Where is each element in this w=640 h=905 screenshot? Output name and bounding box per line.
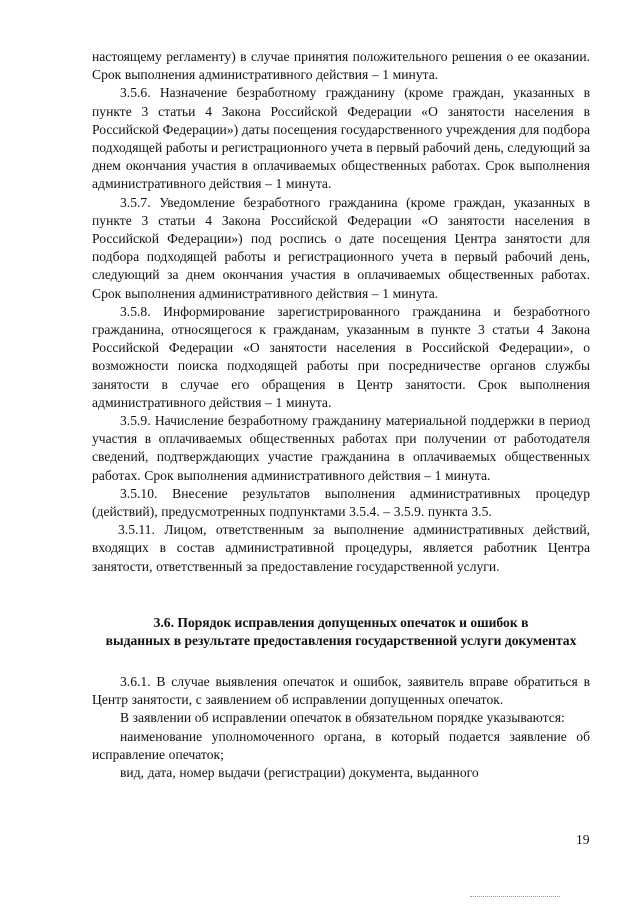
scan-artifact (470, 896, 560, 899)
paragraph-authority-name: наименование уполномоченного органа, в который подается заявление об исправление опечаток; (92, 728, 590, 762)
paragraph-continuation: настоящему регламенту) в случае принятия положительного решения о ее оказании. Срок выполнения административного действия – 1 минута. (92, 49, 590, 83)
paragraph-3-5-11: 3.5.11. Лицом, ответственным за выполнение административных действий, входящих в состав административной процедуры, является работник Центра занятости, ответственный за предоставление государственной услуги. (92, 522, 590, 574)
paragraph-3-5-8: 3.5.8. Информирование зарегистрированного гражданина и безработного гражданина, относящегося к гражданам, указанным в пункте 3 статьи 4 Закона Российской Федерации «О занятости населения в Российской Федерации», о возможности поиска подходящей работы при посредничестве органов службы занятости в случае его обращения в Центр занятости. Срок выполнения административного действия – 1 минута. (92, 303, 590, 410)
section-heading-3-6 (92, 614, 590, 651)
section-spacer (92, 576, 590, 614)
paragraph-3-5-6: 3.5.6. Назначение безработному гражданину (кроме граждан, указанных в пункте 3 статьи 4 Закона Российской Федерации «О занятости населения в Российской Федерации») даты посещения государственного учреждения для подбора подходящей работы и регистрационного учета в первый рабочий день, следующий за днем окончания участия в оплачиваемых общественных работах. Срок выполнения административного действия – 1 минута. (92, 85, 590, 192)
document-page (92, 48, 590, 782)
paragraph-3-5-7: 3.5.7. Уведомление безработного гражданина (кроме граждан, указанных в пункте 3 статьи 4 Закона Российской Федерации «О занятости населения в Российской Федерации») под роспись о дате посещения Центра занятости для подбора подходящей работы и регистрационного учета в первый рабочий день, следующий за днем окончания участия в оплачиваемых общественных работах. Срок выполнения административного действия – 1 минута. (92, 194, 590, 301)
paragraph-statement-contents: В заявлении об исправлении опечаток в обязательном порядке указываются: (120, 710, 565, 726)
section-spacer (92, 651, 590, 673)
paragraph-3-5-9: 3.5.9. Начисление безработному гражданину материальной поддержки в период участия в оплачиваемых общественных работах при получении от работодателя сведений, подтверждающих участие гражданина в оплачиваемых общественных работах. Срок выполнения административного действия – 1 минута. (92, 413, 590, 483)
paragraph-document-details: вид, дата, номер выдачи (регистрации) документа, выданного (120, 764, 479, 780)
page-number: 19 (576, 832, 590, 847)
paragraph-3-6-1: 3.6.1. В случае выявления опечаток и ошибок, заявитель вправе обратиться в Центр занятости, с заявлением об исправлении допущенных опечаток. (92, 673, 590, 708)
paragraph-3-5-10: 3.5.10. Внесение результатов выполнения административных процедур (действий), предусмотренных подпунктами 3.5.4. – 3.5.9. пункта 3.5. (92, 485, 590, 520)
section-heading-line-2: выданных в результате предоставления государственной услуги документах (105, 633, 577, 649)
section-heading-line-1: 3.6. Порядок исправления допущенных опечаток и ошибок в (153, 614, 529, 630)
